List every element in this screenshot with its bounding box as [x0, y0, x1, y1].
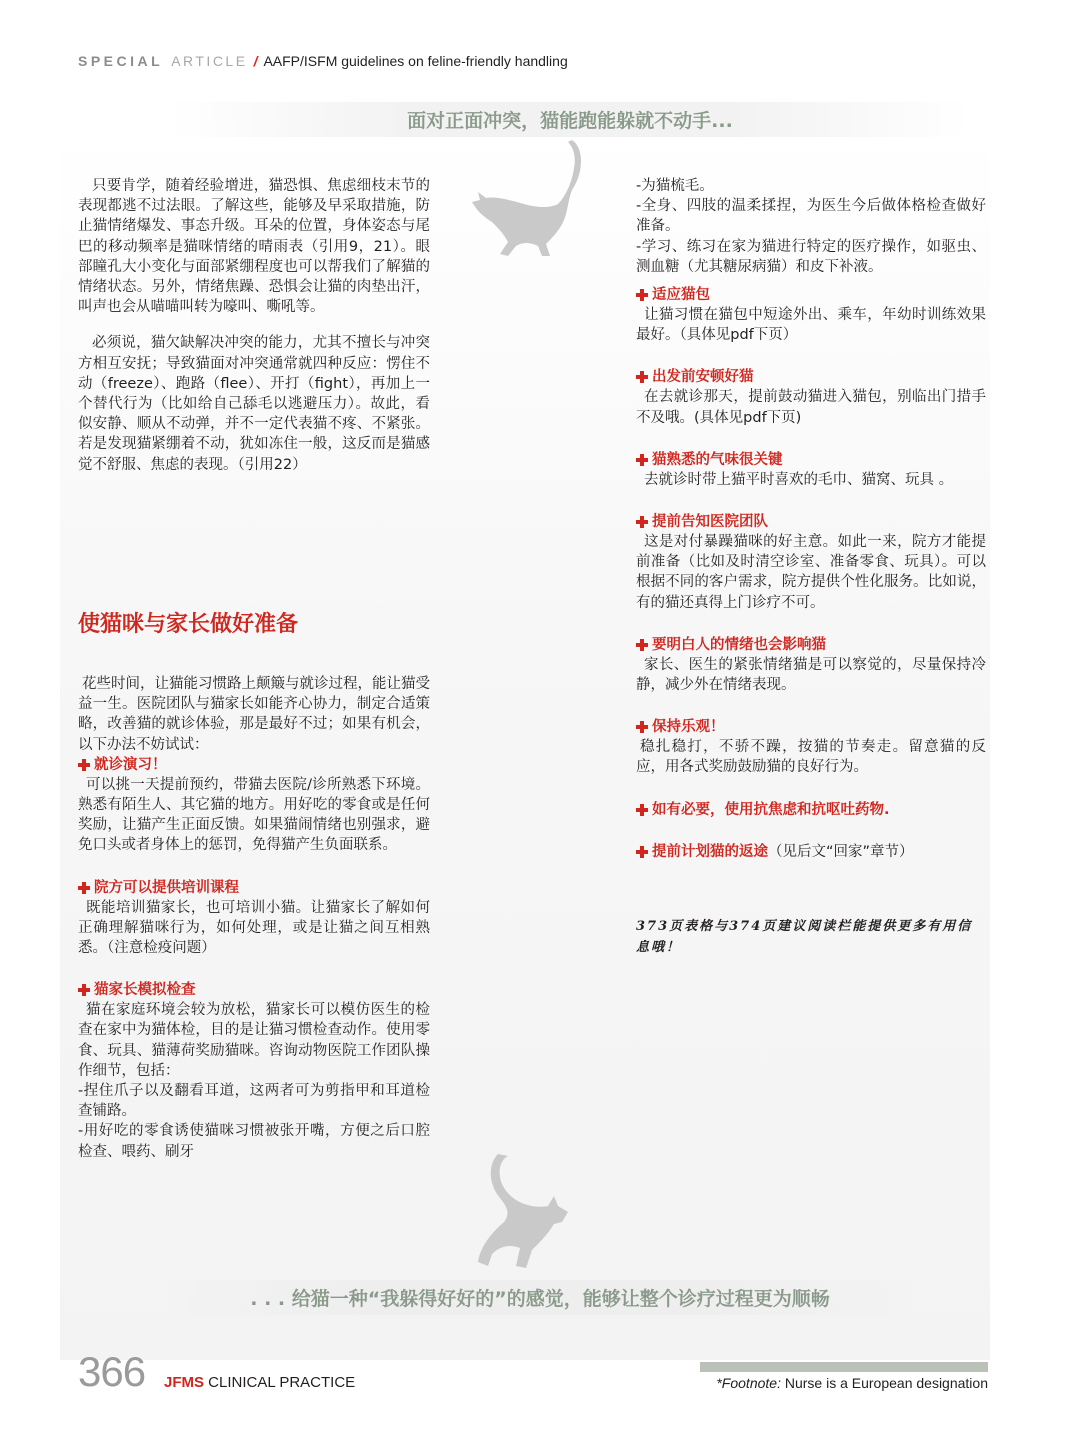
subheading [636, 450, 986, 470]
item-text: 猫在家庭环境会较为放松，猫家长可以模仿医生的检查在家中为猫体检，目的是让猫习惯检查动作。使用零食、玩具、猫薄荷奖励猫咪。咨询动物医院工作团队操作细节，包括： [78, 1002, 430, 1079]
handwritten-note: 373页表格与374页建议阅读栏能提供更多有用信息哦！ [636, 919, 973, 955]
cross-bullet-icon [636, 454, 648, 466]
journal-rest: CLINICAL PRACTICE [204, 1374, 356, 1391]
right-column [636, 176, 986, 862]
cross-bullet-icon [636, 289, 648, 301]
intro-paragraph: 花些时间，让猫能习惯路上颠簸与就诊过程，能让猫受益一生。医院团队与猫家长如能齐心协力，制定合适策略，改善猫的就诊体验，那是最好不过；如果有机会，以下办法不妨试试： [78, 676, 430, 753]
item-text: 既能培训猫家长，也可培训小猫。让猫家长了解如何正确理解猫咪行为，如何处理，或是让猫之间互相熟悉。（注意检疫问题） [78, 899, 430, 957]
subheading-text: 提前计划猫的返途 [652, 843, 768, 860]
cross-bullet-icon [636, 846, 648, 858]
header-special: SPECIAL [78, 53, 164, 69]
subheading-text: 适应猫包 [652, 287, 710, 304]
page-number: 366 [78, 1348, 146, 1395]
item-text: 在去就诊那天，提前鼓动猫进入猫包，别临出门措手不及哦。(具体见pdf下页) [636, 389, 986, 426]
subheading-suffix: （见后文“回家”章节） [768, 843, 914, 860]
journal-name [164, 1374, 355, 1391]
footnote-label: *Footnote: [716, 1375, 781, 1391]
subheading-text: 就诊演习！ [94, 756, 167, 773]
footer-bar [700, 1362, 988, 1372]
section-heading: 使猫咪与家长做好准备 [78, 612, 299, 637]
item-text: 家长、医生的紧张情绪猫是可以察觉的，尽量保持冷静，减少外在情绪表现。 [636, 656, 986, 694]
cross-bullet-icon [636, 639, 648, 651]
subheading [636, 800, 986, 820]
subheading-text: 猫家长模拟检查 [94, 982, 196, 999]
footnote [703, 1375, 988, 1391]
footnote-text: Nurse is a European designation [780, 1375, 988, 1391]
subheading-text: 提前告知医院团队 [652, 514, 768, 531]
subheading-text: 出发前安顿好猫 [652, 369, 754, 386]
item-text: 让猫习惯在猫包中短途外出、乘车，年幼时训练效果最好。（具体见pdf下页） [636, 307, 986, 344]
subheading [636, 512, 986, 532]
subheading-text: 如有必要，使用抗焦虑和抗呕吐药物. [652, 801, 890, 818]
item-text: 去就诊时带上猫平时喜欢的毛巾、猫窝、玩具 。 [644, 471, 954, 488]
running-header [78, 52, 568, 70]
cross-bullet-icon [636, 516, 648, 528]
body-paragraph: 只要肯学，随着经验增进，猫恐惧、焦虑细枝末节的表现都逃不过法眼。了解这些，能够及早采取措施，防止猫情绪爆发、事态升级。耳朵的位置，身体姿态与尾巴的移动频率是猫咪情绪的晴雨表（引用9，21）。眼部瞳孔大小变化与面部紧绷程度也可以帮我们了解猫的情绪状态。另外，情绪焦躁、恐惧会让猫的肉垫出汗，叫声也会从喵喵叫转为嚎叫、嘶吼等。 [78, 178, 430, 316]
subheading [636, 367, 986, 387]
cross-bullet-icon [78, 759, 90, 771]
pullquote-bottom: . . . 给猫一种“我躲得好好的”的感觉，能够让整个诊疗过程更为顺畅 [160, 1280, 920, 1315]
subheading-text: 院方可以提供培训课程 [94, 879, 239, 896]
header-article: ARTICLE [171, 53, 248, 69]
item-line: -学习、练习在家为猫进行特定的医疗操作，如驱虫、测血糖（尤其糖尿病猫）和皮下补液。 [636, 238, 986, 275]
item-text: 稳扎稳打，不骄不躁，按猫的节奏走。留意猫的反应，用各式奖励鼓励猫的良好行为。 [636, 739, 986, 776]
subheading-text: 要明白人的情绪也会影响猫 [652, 636, 826, 653]
cross-bullet-icon [636, 371, 648, 383]
cross-bullet-icon [78, 882, 90, 894]
item-line: -用好吃的零食诱使猫咪习惯被张开嘴，方便之后口腔检查、喂药、刷牙 [78, 1123, 430, 1160]
subheading [636, 717, 986, 737]
item-line: -捏住爪子以及翻看耳道，这两者可为剪指甲和耳道检查铺路。 [78, 1083, 430, 1120]
cat-silhouette-icon [472, 138, 592, 258]
cross-bullet-icon [636, 721, 648, 733]
journal-abbr: JFMS [164, 1374, 205, 1391]
subheading [78, 878, 430, 898]
left-column-bottom [78, 674, 430, 1162]
subheading [636, 842, 986, 862]
subheading [78, 755, 430, 775]
cross-bullet-icon [78, 984, 90, 996]
pullquote-top: 面对正面冲突，猫能跑能躲就不动手... [170, 102, 970, 137]
left-column-top [78, 176, 430, 475]
subheading-text: 猫熟悉的气味很关键 [652, 451, 783, 468]
header-slash: / [253, 53, 258, 69]
item-text: 这是对付暴躁猫咪的好主意。如此一来，院方才能提前准备（比如及时清空诊室、准备零食、玩具）。可以根据不同的客户需求，院方提供个性化服务。比如说，有的猫还真得上门诊疗不可。 [636, 534, 986, 611]
item-line: -为猫梳毛。 [636, 178, 714, 194]
cross-bullet-icon [636, 804, 648, 816]
item-line: -全身、四肢的温柔揉捏，为医生今后做体格检查做好准备。 [636, 198, 986, 235]
subheading [636, 285, 986, 305]
item-text: 可以挑一天提前预约，带猫去医院/诊所熟悉下环境。熟悉有陌生人、其它猫的地方。用好吃的零食或是任何奖励，让猫产生正面反馈。如果猫闹情绪也别强求，避免口头或者身体上的惩罚，免得猫产生负面联系。 [78, 776, 430, 854]
subheading [636, 635, 986, 655]
header-title: AAFP/ISFM guidelines on feline-friendly handling [263, 53, 568, 69]
subheading [78, 980, 430, 1000]
cat-silhouette-icon [470, 1150, 570, 1270]
subheading-text: 保持乐观！ [652, 719, 725, 736]
body-paragraph: 必须说，猫欠缺解决冲突的能力，尤其不擅长与冲突方相互安抚；导致猫面对冲突通常就四种反应：愣住不动（freeze）、跑路（flee）、开打（fight），再加上一个替代行为（比如给自己舔毛以逃避压力）。故此，看似安静、顺从不动弹，并不一定代表猫不疼、不紧张。若是发现猫紧绷着不动，犹如冻住一般，这反而是猫感觉不舒服、焦虑的表现。（引用22） [78, 335, 430, 473]
